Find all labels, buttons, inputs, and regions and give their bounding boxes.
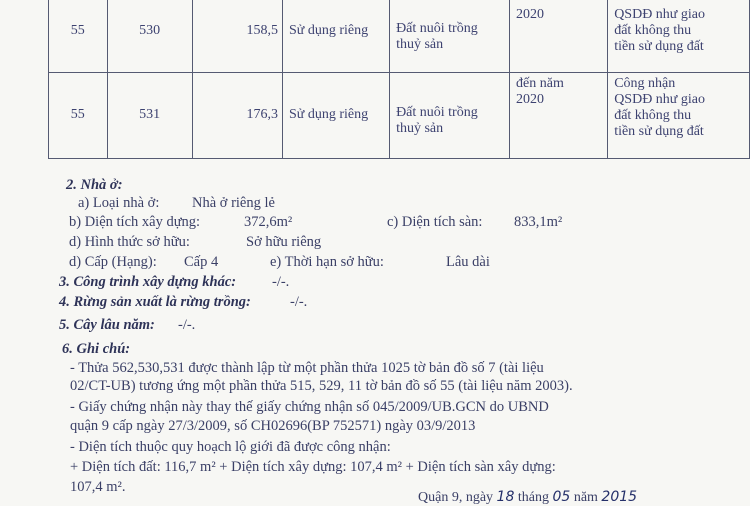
term-label: e) Thời hạn sở hữu: [270, 254, 384, 270]
planted-forest-value: -/-. [290, 294, 308, 310]
note-line: + Diện tích đất: 116,7 m² + Diện tích xây dựng: 107,4 m² + Diện tích sàn xây dựng: [70, 459, 556, 475]
ownership-label: d) Hình thức sở hữu: [69, 234, 190, 250]
area-cell: 176,3 [192, 73, 282, 159]
area-cell: 158,5 [192, 0, 282, 73]
table-row [49, 0, 750, 73]
planted-forest-heading: 4. Rừng sản xuất là rừng trồng: [59, 294, 251, 310]
origin-cell: Công nhận QSDĐ như giao đất không thu tiền sử dụng đất [608, 73, 750, 159]
grade-label: d) Cấp (Hạng): [69, 254, 157, 270]
issue-day: 18 [496, 489, 515, 505]
issue-place: Quận 9, ngày [418, 490, 494, 505]
house-type-label: a) Loại nhà ở: [78, 195, 160, 211]
table-row [49, 73, 750, 159]
perennial-trees-value: -/-. [178, 317, 196, 333]
parcel-number-cell: 531 [107, 73, 192, 159]
note-line: - Diện tích thuộc quy hoạch lộ giới đã được công nhận: [70, 439, 391, 455]
notes-heading: 6. Ghi chú: [62, 341, 131, 357]
term-cell: đến năm 2020 [510, 73, 608, 159]
term-value: Lâu dài [446, 254, 490, 270]
note-line: 02/CT-UB) tương ứng một phần thửa 515, 529, 11 tờ bản đồ số 55 (tài liệu năm 2003). [70, 378, 573, 394]
other-construction-heading: 3. Công trình xây dựng khác: [59, 274, 237, 290]
land-parcel-table [48, 0, 750, 159]
ownership-value: Sở hữu riêng [246, 234, 322, 250]
perennial-trees-heading: 5. Cây lâu năm: [59, 317, 155, 333]
house-type-value: Nhà ở riêng lẻ [192, 195, 275, 211]
note-line: quận 9 cấp ngày 27/3/2009, số CH02696(BP 752571) ngày 03/9/2013 [70, 418, 476, 434]
term-cell: 2020 [510, 0, 608, 73]
floor-area-value: 833,1m² [514, 214, 563, 230]
build-area-value: 372,6m² [244, 214, 293, 230]
issue-date-line [418, 489, 637, 506]
map-sheet-cell: 55 [49, 73, 108, 159]
issue-month: 05 [552, 489, 571, 505]
origin-cell: QSDĐ như giao đất không thu tiền sử dụng đất [608, 0, 750, 73]
note-line: - Thửa 562,530,531 được thành lập từ một phần thửa 1025 tờ bản đồ số 7 (tài liệu [70, 360, 544, 376]
issue-year: 2015 [601, 489, 638, 505]
usage-form-cell: Sử dụng riêng [282, 73, 389, 159]
land-purpose-cell: Đất nuôi trồng thuỷ sản [390, 73, 510, 159]
floor-area-label: c) Diện tích sàn: [387, 214, 483, 230]
build-area-label: b) Diện tích xây dựng: [69, 214, 201, 230]
house-heading: 2. Nhà ở: [66, 177, 123, 193]
note-line: - Giấy chứng nhận này thay thế giấy chứng nhận số 045/2009/UB.GCN do UBND [70, 399, 549, 415]
land-purpose-cell: Đất nuôi trồng thuỷ sản [390, 0, 510, 73]
usage-form-cell: Sử dụng riêng [282, 0, 389, 73]
parcel-number-cell: 530 [107, 0, 192, 73]
other-construction-value: -/-. [272, 274, 290, 290]
year-label: năm [573, 490, 598, 505]
note-line: 107,4 m². [70, 479, 126, 495]
grade-value: Cấp 4 [184, 254, 219, 270]
map-sheet-cell: 55 [49, 0, 108, 73]
month-label: tháng [517, 490, 549, 505]
